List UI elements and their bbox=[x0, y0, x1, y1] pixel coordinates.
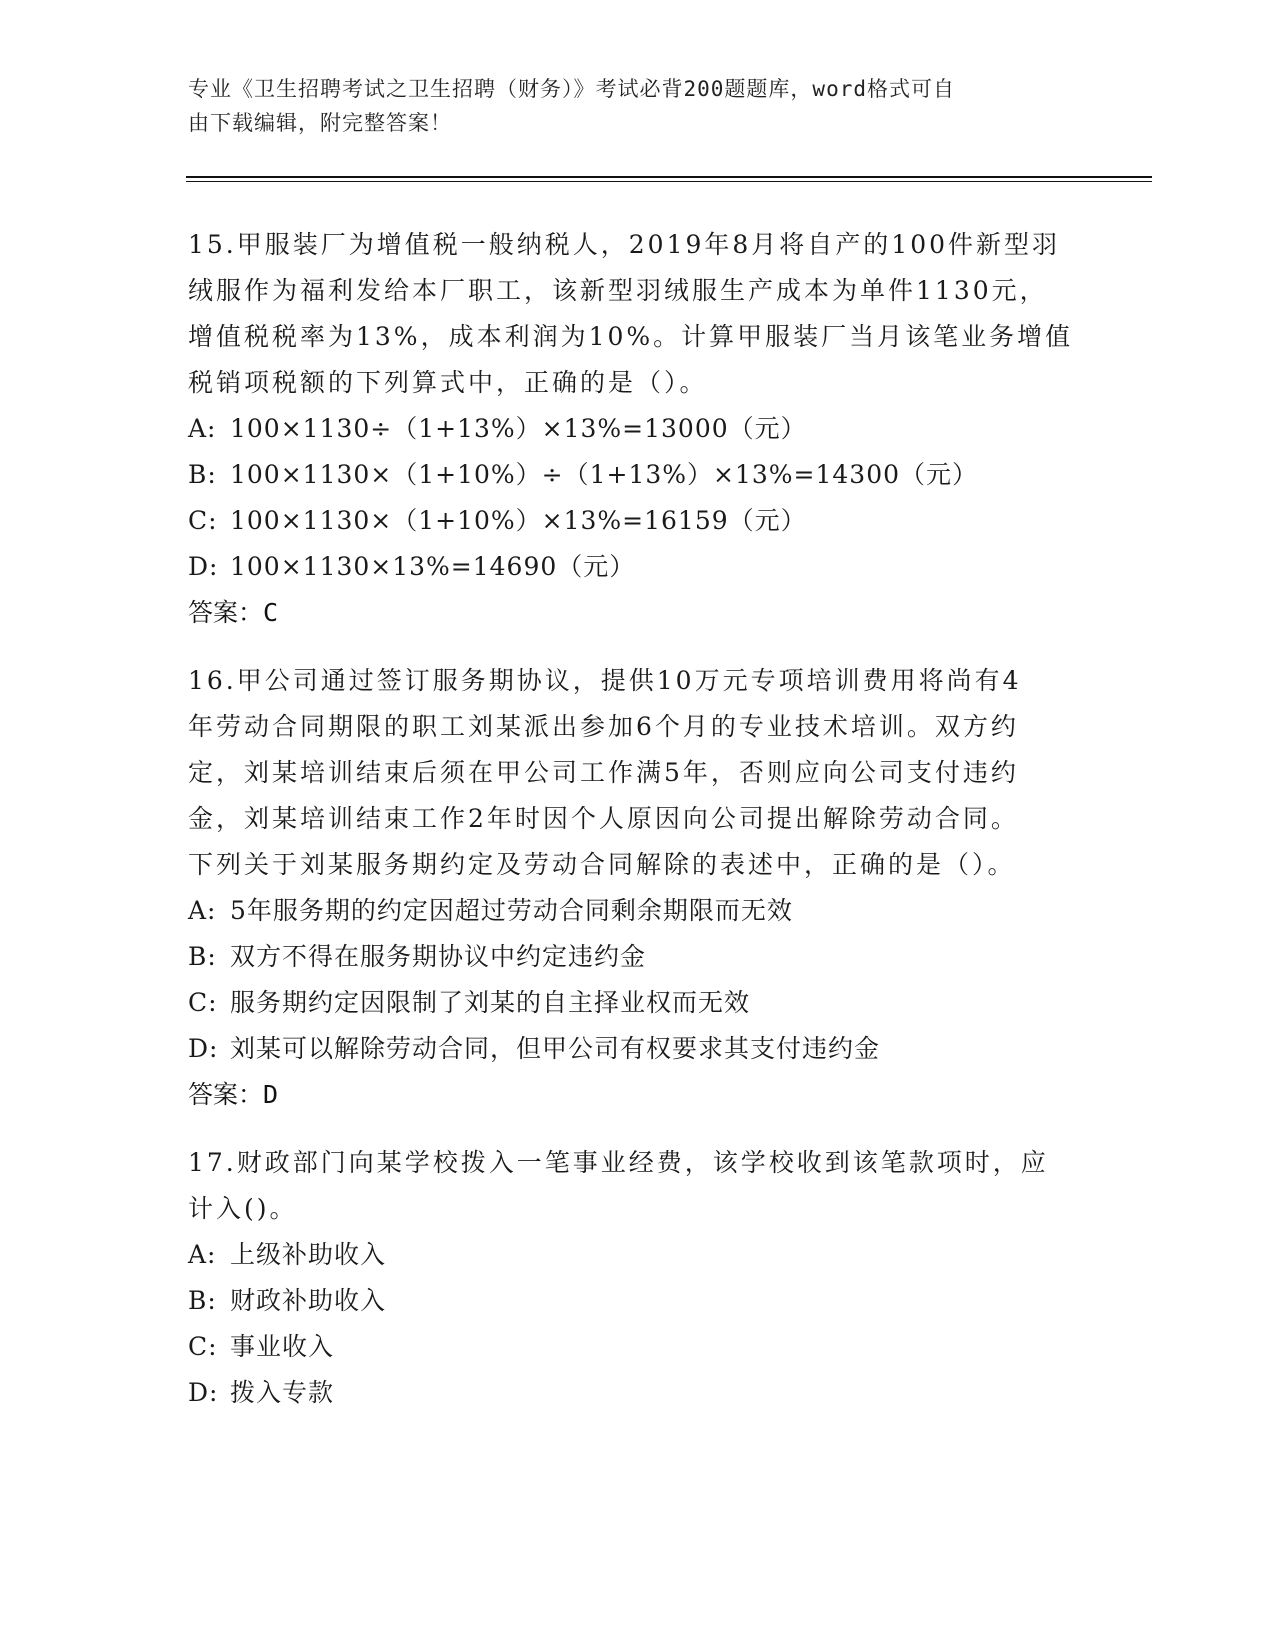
question-line: 金，刘某培训结束工作2年时因个人原因向公司提出解除劳动合同。 bbox=[188, 804, 1019, 833]
option-letter: B: bbox=[188, 942, 217, 971]
question-line: 17.财政部门向某学校拨入一笔事业经费，该学校收到该笔款项时，应 bbox=[188, 1148, 1049, 1177]
answer-line bbox=[188, 590, 1088, 636]
option-letter: C: bbox=[188, 1332, 218, 1361]
option-b bbox=[188, 934, 1088, 980]
option-text: 服务期约定因限制了刘某的自主择业权而无效 bbox=[230, 988, 751, 1017]
option-text: 上级补助收入 bbox=[230, 1240, 387, 1269]
option-letter: C: bbox=[188, 988, 218, 1017]
option-letter: D: bbox=[188, 1034, 219, 1063]
header-divider-thin bbox=[186, 181, 1152, 182]
option-d bbox=[188, 544, 1088, 590]
option-c bbox=[188, 1324, 1088, 1370]
option-text: 100×1130×（1+10%）÷（1+13%）×13%=14300（元） bbox=[230, 460, 979, 489]
option-b bbox=[188, 452, 1088, 498]
question-17 bbox=[188, 1140, 1088, 1416]
option-a bbox=[188, 1232, 1088, 1278]
option-d bbox=[188, 1370, 1088, 1416]
option-a bbox=[188, 406, 1088, 452]
header-title-line-1: 专业《卫生招聘考试之卫生招聘（财务）》考试必背200题题库，word格式可自 bbox=[188, 77, 955, 101]
option-letter: C: bbox=[188, 506, 218, 535]
answer-label: 答案： bbox=[188, 1080, 264, 1109]
option-text: 100×1130÷（1+13%）×13%=13000（元） bbox=[230, 414, 807, 443]
option-text: 财政补助收入 bbox=[230, 1286, 387, 1315]
answer-line bbox=[188, 1072, 1088, 1118]
answer-value: C bbox=[263, 598, 279, 627]
answer-label: 答案： bbox=[188, 598, 264, 627]
option-letter: A: bbox=[188, 414, 217, 443]
question-15 bbox=[188, 222, 1088, 636]
option-letter: A: bbox=[188, 1240, 217, 1269]
option-text: 100×1130×（1+10%）×13%=16159（元） bbox=[230, 506, 807, 535]
question-line: 税销项税额的下列算式中，正确的是（）。 bbox=[188, 368, 708, 397]
option-text: 双方不得在服务期协议中约定违约金 bbox=[230, 942, 647, 971]
option-c bbox=[188, 498, 1088, 544]
header-divider-thick bbox=[186, 176, 1152, 178]
question-line: 增值税税率为13%，成本利润为10%。计算甲服装厂当月该笔业务增值 bbox=[188, 322, 1074, 351]
option-text: 事业收入 bbox=[230, 1332, 335, 1361]
question-line: 15.甲服装厂为增值税一般纳税人，2019年8月将自产的100件新型羽 bbox=[188, 230, 1061, 259]
question-line: 计入()。 bbox=[188, 1194, 298, 1223]
option-letter: B: bbox=[188, 1286, 217, 1315]
option-text: 5年服务期的约定因超过劳动合同剩余期限而无效 bbox=[230, 896, 793, 925]
option-text: 100×1130×13%=14690（元） bbox=[230, 552, 636, 581]
option-letter: B: bbox=[188, 460, 217, 489]
option-c bbox=[188, 980, 1088, 1026]
option-d bbox=[188, 1026, 1088, 1072]
question-line: 绒服作为福利发给本厂职工，该新型羽绒服生产成本为单件1130元， bbox=[188, 276, 1048, 305]
question-line: 年劳动合同期限的职工刘某派出参加6个月的专业技术培训。双方约 bbox=[188, 712, 1019, 741]
question-line: 定，刘某培训结束后须在甲公司工作满5年，否则应向公司支付违约 bbox=[188, 758, 1019, 787]
document-header bbox=[188, 72, 1068, 140]
question-line: 下列关于刘某服务期约定及劳动合同解除的表述中，正确的是（）。 bbox=[188, 850, 1016, 879]
question-line: 16.甲公司通过签订服务期协议，提供10万元专项培训费用将尚有4 bbox=[188, 666, 1022, 695]
option-text: 刘某可以解除劳动合同，但甲公司有权要求其支付违约金 bbox=[230, 1034, 881, 1063]
option-b bbox=[188, 1278, 1088, 1324]
header-title-line-2: 由下载编辑，附完整答案！ bbox=[188, 111, 452, 135]
option-letter: D: bbox=[188, 552, 219, 581]
question-16 bbox=[188, 658, 1088, 1118]
option-a bbox=[188, 888, 1088, 934]
option-text: 拨入专款 bbox=[230, 1378, 335, 1407]
answer-value: D bbox=[263, 1080, 279, 1109]
option-letter: D: bbox=[188, 1378, 219, 1407]
option-letter: A: bbox=[188, 896, 217, 925]
